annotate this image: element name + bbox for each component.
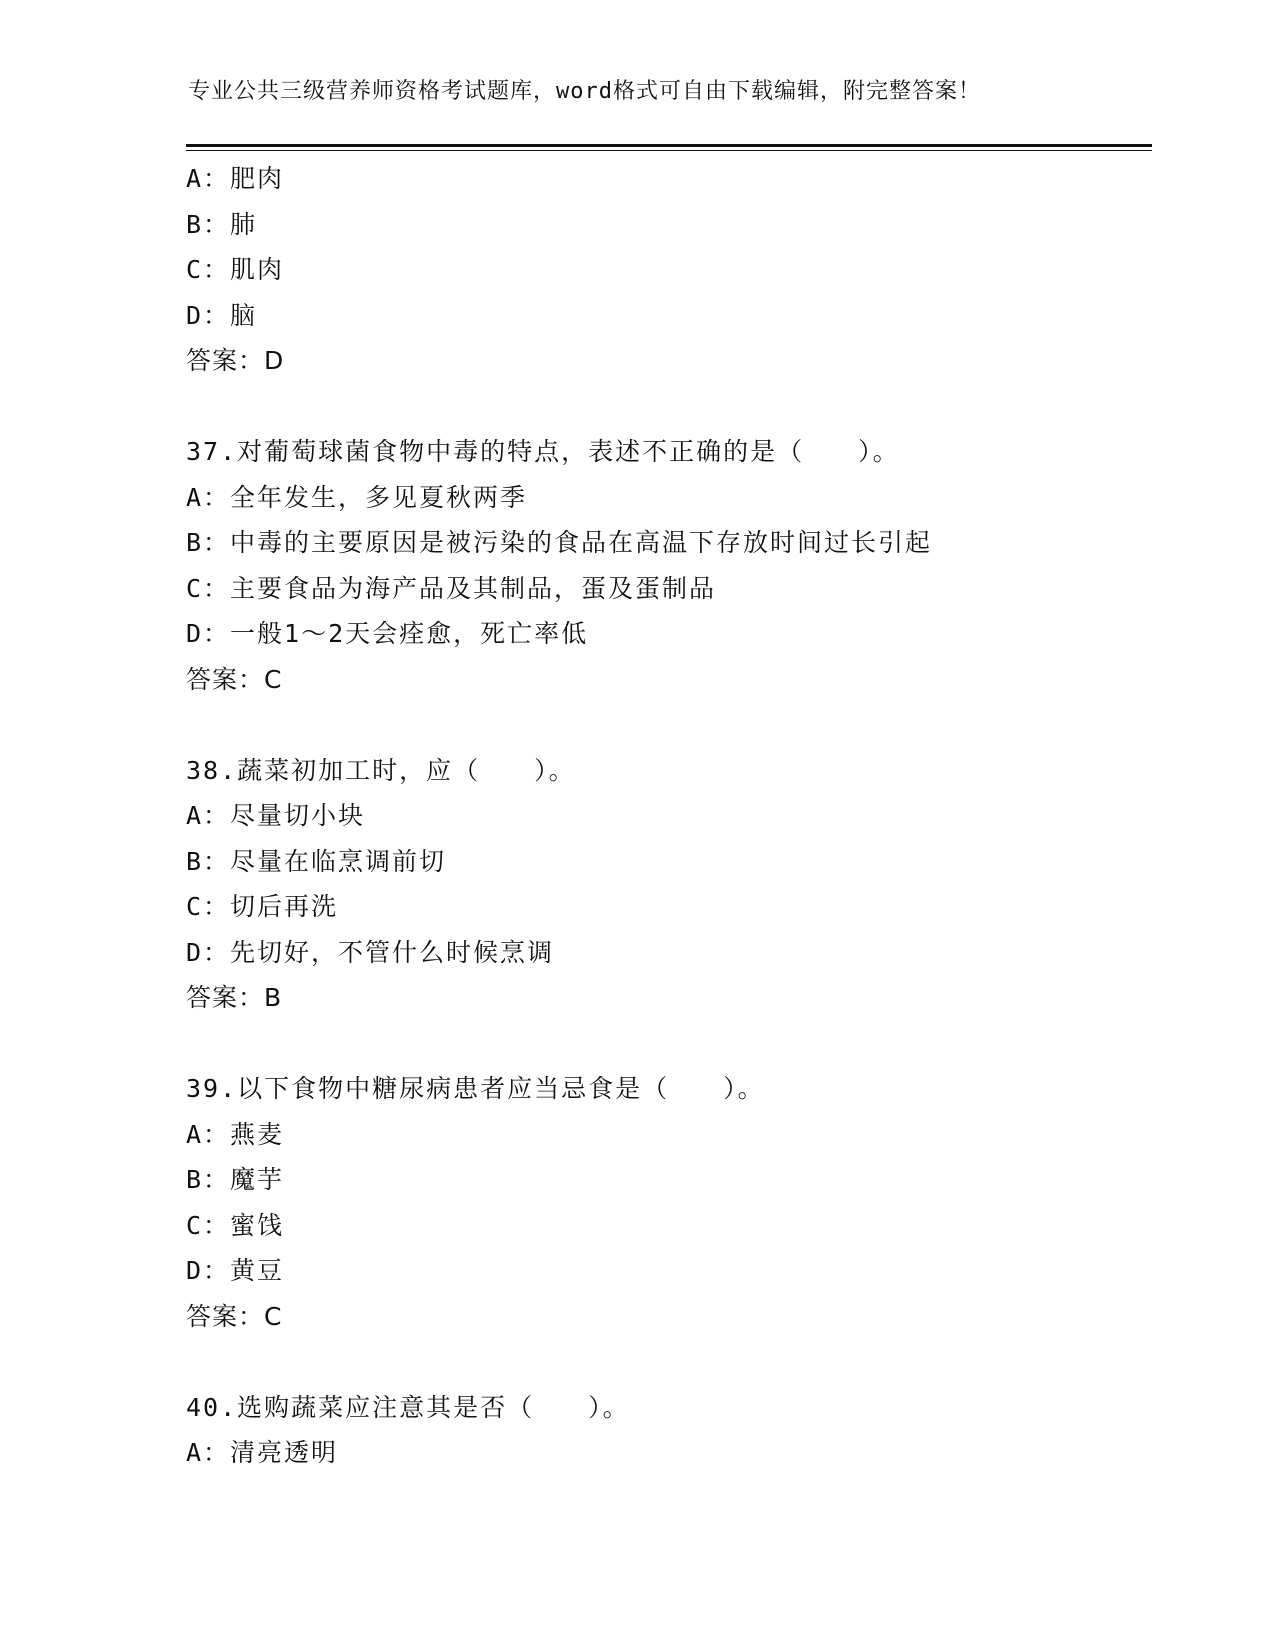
question-text: 37.对葡萄球菌食物中毒的特点，表述不正确的是（ ）。 bbox=[186, 437, 900, 466]
block-spacer bbox=[186, 702, 1146, 748]
option-c: C：切后再洗 bbox=[186, 892, 339, 921]
option-d: D：黄豆 bbox=[186, 1256, 285, 1285]
option-d: D：先切好，不管什么时候烹调 bbox=[186, 937, 555, 967]
option-c: C：主要食品为海产品及其制品，蛋及蛋制品 bbox=[186, 573, 717, 603]
page-header: 专业公共三级营养师资格考试题库，word格式可自由下载编辑，附完整答案！ bbox=[188, 79, 981, 104]
option-d: D：一般1～2天会痊愈，死亡率低 bbox=[186, 619, 589, 648]
option-c: C：蜜饯 bbox=[186, 1210, 285, 1240]
question-text: 38.蔬菜初加工时，应（ ）。 bbox=[186, 755, 576, 785]
option-a: A：清亮透明 bbox=[186, 1438, 339, 1467]
block-spacer bbox=[186, 384, 1146, 430]
answer-line: 答案：C bbox=[186, 664, 283, 694]
block-spacer bbox=[186, 1021, 1146, 1067]
answer-line: 答案：B bbox=[186, 983, 283, 1012]
option-b: B：尽量在临烹调前切 bbox=[186, 846, 447, 876]
option-c: C：肌肉 bbox=[186, 255, 285, 284]
question-block bbox=[186, 748, 1146, 1021]
question-text: 40.选购蔬菜应注意其是否（ ）。 bbox=[186, 1392, 630, 1422]
question-block bbox=[186, 156, 1146, 384]
header-rule-thick bbox=[186, 144, 1152, 147]
question-list bbox=[186, 156, 1146, 1476]
header-rule-thin bbox=[186, 150, 1152, 151]
option-d: D：脑 bbox=[186, 300, 258, 330]
option-a: A：尽量切小块 bbox=[186, 801, 366, 830]
question-text: 39.以下食物中糖尿病患者应当忌食是（ ）。 bbox=[186, 1074, 765, 1103]
option-a: A：肥肉 bbox=[186, 164, 285, 193]
question-block bbox=[186, 1385, 1146, 1476]
answer-line: 答案：C bbox=[186, 1301, 283, 1331]
block-spacer bbox=[186, 1339, 1146, 1385]
option-b: B：肺 bbox=[186, 209, 258, 239]
answer-line: 答案：D bbox=[186, 346, 285, 375]
question-block bbox=[186, 429, 1146, 702]
option-a: A：全年发生，多见夏秋两季 bbox=[186, 482, 528, 512]
option-b: B：中毒的主要原因是被污染的食品在高温下存放时间过长引起 bbox=[186, 528, 933, 557]
option-a: A：燕麦 bbox=[186, 1119, 285, 1149]
option-b: B：魔芋 bbox=[186, 1165, 285, 1194]
question-block bbox=[186, 1066, 1146, 1339]
